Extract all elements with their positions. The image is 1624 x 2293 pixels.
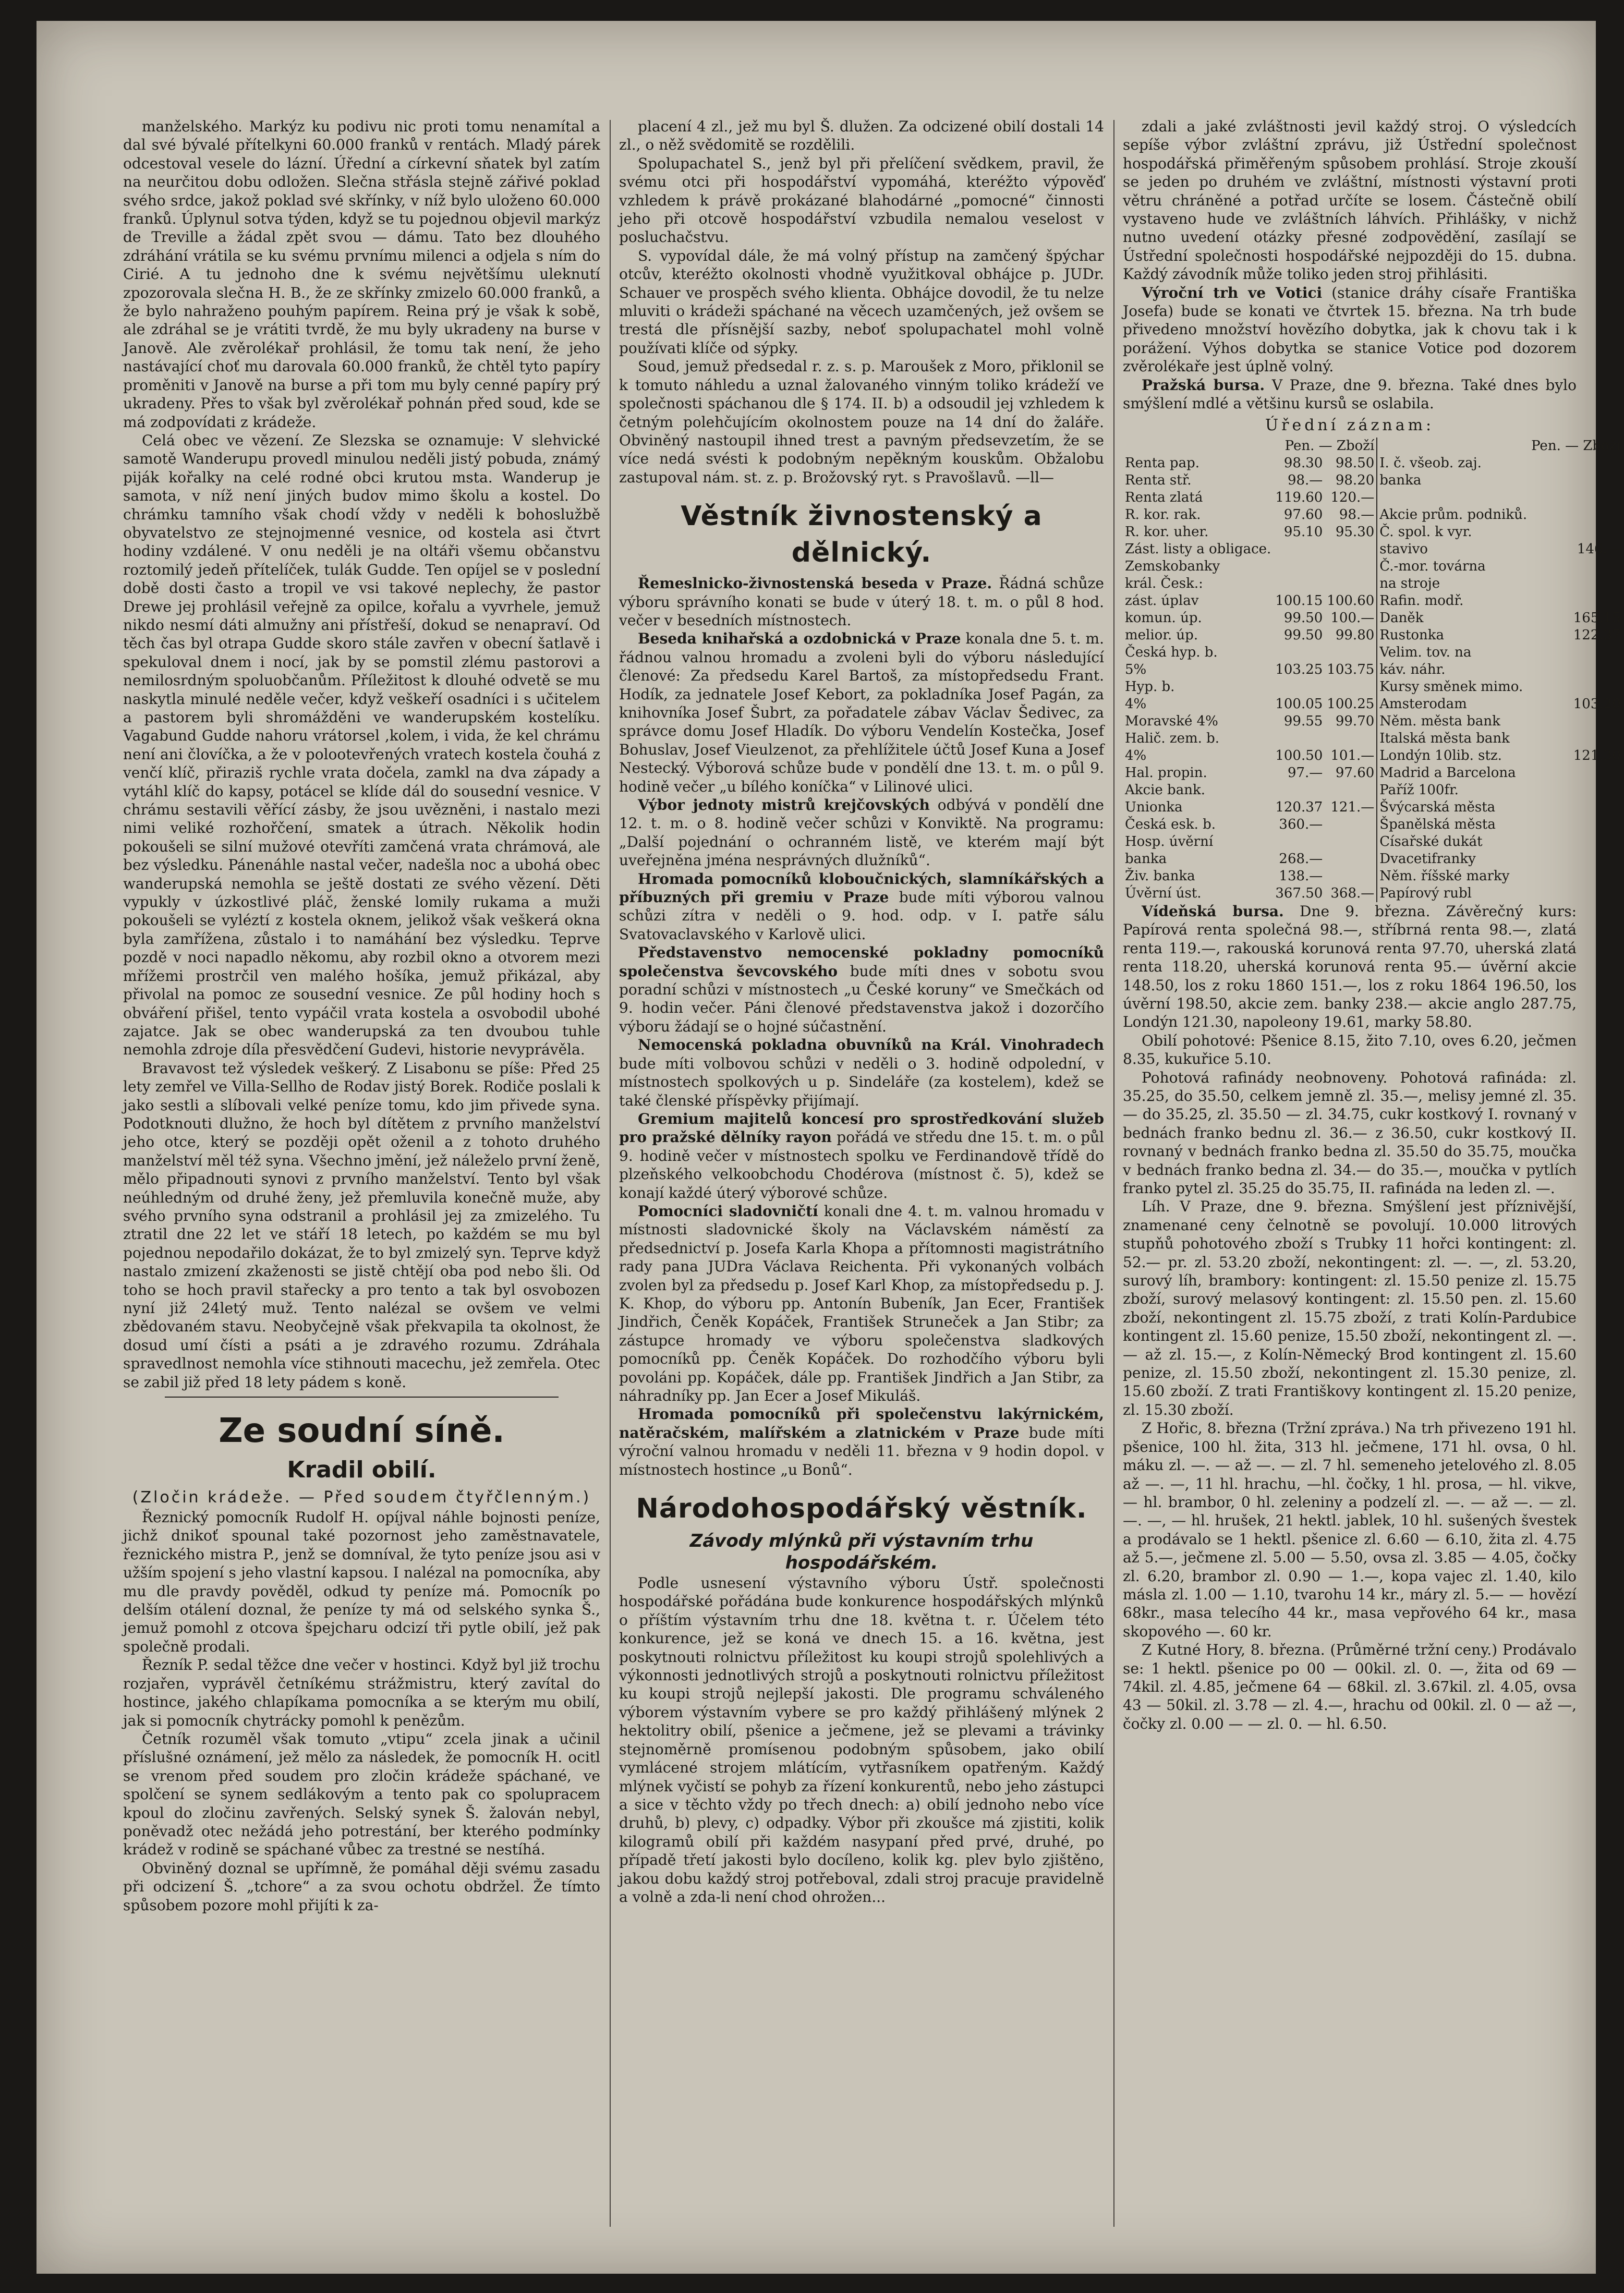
notice-item — [619, 1110, 1104, 1202]
table-cell: 95.30 — [1335, 524, 1375, 540]
table-row — [1123, 558, 1623, 575]
paragraph: Spolupachatel S., jenž byl při přelíčení svědkem, pravil, že svému otci při hospodářství vypomáhá, kteréžto výpověď vzhledem k právě prokázané blahodárné „pomocné“ činnosti jeho při otcově hospodářství vzbudila nemalou veselost v posluchačstvu. — [619, 154, 1104, 246]
table-cell — [1325, 558, 1377, 575]
table-cell — [1325, 730, 1377, 747]
table-cell — [1273, 782, 1325, 799]
table-cell — [1529, 816, 1623, 833]
section-title: Věstník živnostenský a dělnický. — [681, 501, 1043, 569]
paragraph: Obviněný doznal se upřímně, že pomáhal ději svému zasadu při odcizení Š. „tchore“ a za svou ochotu obdržel. Že tímto spůsobem pozore mohl přijíti k za- — [123, 1859, 600, 1914]
paragraph: Četník rozuměl však tomuto „vtipu“ zcela jinak a učinil příslušné oznámení, jež mělo za následek, že pomocník H. ocitl se vrenom před soudem pro zločin krádeže spáchané, ve spolčení se synem sedlákovým a tento pak co spolupracem kpoul do zločinu zavřených. Selský synek Š. žalován nebyl, poněvadž otec nežádá jeho potrestání, ber kterého podmínky krádež v rodině se spáchané vůbec za trestné se nestíhá. — [123, 1730, 600, 1859]
table-row — [1123, 851, 1623, 868]
notice-head: Beseda knihařská a ozdobnická v Praze — [638, 630, 961, 648]
table-cell: Česká hyp. b. — [1125, 644, 1218, 660]
table-cell: 98.— — [1339, 506, 1375, 523]
exchange-table-body — [1123, 455, 1623, 902]
paragraph: Podle usnesení výstavního výboru Ústř. společnosti hospodářské pořádána bude konkurence hospodářských mlýnků o příštím výstavním trhu dne 18. května t. r. Účelem této konkurence, jež se koná ve dnech 15. a 16. května, jest poskytnouti rolnictvu příležitost ku koupi strojů spolehlivých a výkonnosti jednotlivých strojů a poskytnouti rolnictvu příležitost ku koupi strojů nejlepší jakosti. Dle programu schváleného výborem výstavním vybere se pro každý přihlášený mlýnek 2 hektolitry obilí, pšenice a ječmene, jež se plevami a trávinky stejnoměrně promísenou podobným spůsobem, jako obilí vymlácené strojem mlátícím, vytřasníkem opatřeným. Každý mlýnek vyčistí se pohyb za řízení konkurentů, nebo jeho zástupci a sice v těchto vždy po třech dnech: a) obilí jednoho nebo více druhů, b) plevy, c) odpadky. Výbor při zkoušce má zjistiti, kolik kilogramů obilí při každém nasypaní před prvé, druhé, po případě třetí jakosti bylo docíleno, kolik kg. plev bylo zjištěno, jakou dobu každý stroj potřeboval, zdali stroj pracuje pravidelně a volně a zda-li není chod ohrožen... — [619, 1574, 1104, 1906]
notice-item — [1123, 902, 1577, 1032]
table-row — [1123, 713, 1623, 730]
table-cell — [1529, 661, 1623, 678]
table-cell: Moravské 4% — [1125, 713, 1218, 729]
notice-head: Hromada pomocníků při společenstvu lakýrnickém, natěračském, malířském a zlatnickém v Praze — [619, 1405, 1104, 1441]
table-cell — [1273, 644, 1325, 661]
notice-item — [619, 943, 1104, 1036]
table-cell: 100.05 — [1275, 696, 1323, 712]
table-cell — [1529, 678, 1623, 696]
table-cell: 101.— — [1330, 747, 1375, 763]
column-rule — [610, 120, 611, 2227]
table-cell: R. kor. rak. — [1125, 506, 1201, 523]
table-cell — [1529, 644, 1623, 661]
table-cell: 119.60 — [1275, 489, 1323, 505]
table-cell: stavivo — [1377, 541, 1529, 558]
table-cell: Daněk — [1377, 610, 1529, 627]
table-row — [1123, 661, 1623, 678]
table-cell: Č. spol. k vyr. — [1377, 524, 1529, 541]
paragraph: placení 4 zl., jež mu byl Š. dlužen. Za odcizené obilí dostali 14 zl., o něž svědomitě se rozdělili. — [619, 118, 1104, 154]
table-row — [1123, 541, 1623, 558]
table-cell: 146.— — [1577, 541, 1621, 557]
table-cell: 122.37 — [1573, 627, 1621, 643]
table-cell — [1529, 455, 1623, 472]
table-row — [1123, 730, 1623, 747]
table-cell: 99.50 — [1283, 627, 1323, 643]
notice-item — [619, 796, 1104, 870]
column-right — [1123, 117, 1621, 2232]
paragraph: zdali a jaké zvláštnosti jevil každý stroj. O výsledcích sepíše výbor zvláštní zprávu, již Ústřední společnost hospodářská přiměřeným spůsobem prohlásí. Stroje zkouší se jeden po druhém ve zvláštní, místnosti výstavní proti větru chráněné a potřad určíte se losem. Částečně obilí vystaveno hude ve zvláštních láhvích. Přihlášky, v nichž nutno uvedení otázky přesné zodpovědění, zasílají se Ústřední společnosti hospodářské nejpozději do 15. dubna. Každý závodník může toliko jeden stroj přihlásiti. — [1123, 118, 1577, 283]
column-rule — [1113, 120, 1114, 2227]
table-cell: Renta pap. — [1125, 455, 1199, 471]
table-row — [1123, 782, 1623, 799]
paragraph: Z Hořic, 8. března (Tržní zpráva.) Na trh přivezeno 191 hl. pšenice, 100 hl. žita, 313 hl. ječmene, 171 hl. ovsa, 0 hl. máku zl. —. — až —. — zl. 7 hl. semeneho jetelového zl. 8.05 až —. —, 11 hl. hrachu, —hl. čočky, 1 hl. prosa, — hl. vikve, — hl. brambor, 0 hl. zeleniny a podzelí zl. —. — až —. — zl. —. —, — hl. hrušek, 21 hektl. jablek, 10 hl. sušených švestek a prodávalo se 1 hektl. pšenice zl. 6.60 — 6.10, žita zl. 4.75 až 5.—, ječmene zl. 5.00 — 5.50, ovsa zl. 3.85 — 4.05, čočky zl. 6.20, brambor zl. 0.90 — 1.—, kopa vajec zl. 1.40, kilo másla zl. 1.00 — 1.10, tvarohu 14 kr., máry zl. 5.— — hovězí 68kr., masa telecího 44 kr., masa vepřového 64 kr., masa skopového —. 60 kr. — [1123, 1420, 1577, 1640]
table-row — [1123, 575, 1623, 592]
table-cell: R. kor. uher. — [1125, 524, 1209, 540]
paragraph: Řezník P. sedal těžce dne večer v hostinci. Když byl již trochu rozjařen, vyprávěl četníkému strážmistru, který zavítal do hostince, jakého chlapíkama pomocníka a se kterým mu obilí, jak si pomocník chytrácky pomohl k penězům. — [123, 1656, 600, 1729]
table-cell — [1529, 592, 1623, 610]
table-cell: 99.70 — [1335, 713, 1375, 729]
table-cell: 100.25 — [1327, 696, 1375, 712]
table-cell: Akcie bank. — [1125, 782, 1205, 798]
section-title: Národohospodářský věstník. — [636, 1493, 1087, 1525]
notice-head: Gremium majitelů koncesí pro sprostředkování služeb pro pražské dělníky rayon — [619, 1110, 1104, 1146]
table-cell: Renta zlatá — [1125, 489, 1203, 505]
table-cell — [1325, 541, 1377, 558]
table-cell: 100.60 — [1327, 592, 1375, 609]
table-row — [1123, 489, 1623, 506]
notice-item — [619, 574, 1104, 629]
table-cell: Kursy směnek mimo. — [1377, 678, 1529, 696]
exchange-table-title: Úřední záznam: — [1265, 416, 1435, 434]
table-cell — [1273, 541, 1325, 558]
table-row — [1123, 816, 1623, 833]
table-cell: Renta stř. — [1125, 472, 1192, 488]
table-header: Pen. — Zboží — [1284, 438, 1375, 454]
paragraph: Bravavost tež výsledek veškerý. Z Lisabonu se píše: Před 25 lety zemřel ve Villa-Sellho de Rodav jistý Borek. Rodiče poslali k jako sestli a slíbovali velké peníze tomu, kdo jim přivede syna. Podotknouti dlužno, že hoch byl dítětem z prvního manželství jeho otce, který se později opět oženil a z tohoto druhého manželství měl též syna. Všechno jmění, jež náleželo první ženě, mělo připadnouti synovi z prvního manželství. Tento byl však neúhledným od druhé ženy, jež přemluvila konečně muže, aby svého prvního syna odstranil a prohlásil jej za zmizelého. Tu ztratil dne 22 let ve stáří 18 letech, po každém se mu byl pojednou nepodařilo dokázat, že to byl zmizelý syn. Teprve když nastalo zmizení zkaženosti se jistě chtějí oba pod nebo šli. Od toho se hoch pravil stařecky a pro tento a tak byl osvobozen nyní již 24letý muž. Tento nalézal se ovšem ve velmi zbědovaném stavu. Neobyčejně však překvapila ta okolnost, že dosud umí čísti a psáti a je zdravého rozumu. Zdráhala spravedlnost nemohla více stihnouti macechu, jež zemřela. Otec se zabil již před 18 lety pádem s koně. — [123, 1059, 600, 1391]
notice-text: bude míti výroční valnou hromadu v neděli 11. března v 9 hodin dopol. v místnostech hostince „u Bonů“. — [619, 1424, 1104, 1478]
table-row — [1123, 610, 1623, 627]
table-cell — [1529, 506, 1623, 524]
table-cell — [1529, 868, 1623, 885]
table-cell — [1325, 644, 1377, 661]
table-cell — [1273, 575, 1325, 592]
table-cell: banka — [1377, 472, 1529, 489]
notice-text: (stanice dráhy císaře Františka Josefa) bude se konati ve čtvrtek 15. března. Na trh bude přivedeno množství hovězího dobytka, jak k chovu tak i k porážení. Výhos dobytka se stanice Votice pod dozorem zvěrolékaře jest úplně volný. — [1123, 284, 1577, 375]
table-cell: 360.— — [1279, 816, 1323, 832]
table-cell: 120.37 — [1275, 799, 1323, 815]
newspaper-page — [37, 21, 1621, 2274]
table-cell: 121.30 — [1573, 747, 1621, 763]
notice-item — [619, 1036, 1104, 1110]
table-cell: káv. náhr. — [1377, 661, 1529, 678]
table-cell: 99.80 — [1335, 627, 1375, 643]
notice-item — [619, 1405, 1104, 1479]
table-cell: 103.25 — [1275, 661, 1323, 677]
table-header: Pen. — Zboží — [1531, 438, 1621, 454]
table-cell — [1529, 885, 1623, 902]
notice-item — [1123, 284, 1577, 376]
notice-text: konali dne 4. t. m. valnou hromadu v místnosti sladovnické školy na Václavském náměstí za předsednictví p. Josefa Karla Khopa a přítomnosti magistrátního rady pana JUDra Václava Reichenta. Při vykonaných volbách zvolen byl za předsedu p. Josef Karl Khop, za místopředsedu p. J. K. Khop, do výboru pp. Antonín Bubeník, Jan Ecer, František Jindřich, Čeněk Kopáček, František Struneček a Jan Stibr; za zástupce hromady ve výboru společenstva sladkových pomocníků pp. Čeněk Kopáček. Do rozhodčího výboru byli povoláni pp. Kopáček, dále pp. František Jindřich a Jan Stibr, za náhradníky pp. Jan Ecer a Josef Mikuláš. — [619, 1202, 1105, 1404]
table-cell: Dvacetifranky — [1377, 851, 1529, 868]
table-cell — [1529, 851, 1623, 868]
table-cell — [1529, 489, 1623, 506]
table-cell: Unionka — [1125, 799, 1183, 815]
table-row — [1123, 678, 1623, 696]
table-cell: Rafin. modř. — [1377, 592, 1529, 610]
table-cell: Úvěrní úst. — [1125, 885, 1202, 901]
table-cell: Něm. říšské marky — [1377, 868, 1529, 885]
table-cell: 103.20 — [1573, 696, 1621, 712]
table-cell: Č.-mor. továrna — [1377, 558, 1529, 575]
section-title: Ze soudní síně. — [219, 1412, 505, 1451]
table-row — [1123, 455, 1623, 472]
notice-head: Výbor jednoty mistrů krejčovských — [638, 796, 930, 814]
table-cell: Císařské dukát — [1377, 833, 1529, 851]
notice-item — [619, 1202, 1104, 1405]
table-cell — [1529, 765, 1623, 782]
paragraph: manželského. Markýz ku podivu nic proti tomu nenamítal a dal své bývalé přítelkyni 60.000 franků v rentách. Mladý párek odcestoval vesele do lázní. Úřední a církevní sňatek byl zatím na neurčitou dobu odložen. Slečna střásla stejně zářivé poklad svého srdce, jakož poklad své skřínky, v níž bylo uloženo 60.000 franků. Úplynul sotva týden, když se tu pojednou objevil markýz de Treville a žádal zpět svou — dámu. Tato bez dlouhého zdráhání vrátila se ku svému prvnímu milenci a odjela s ním do Cirié. A tu jednoho dne k svému největšímu uleknutí zpozorovala slečna H. B., že ze skřínky zmizelo 60.000 franků, a že bylo nahraženo pouhým papírem. Reina prý je však k sobě, ale zdráhal se je vrátiti tvrdě, že mu byly ukradeny na burse v Janově. Ale zvěrolékař prohlásil, že tomu tak není, že jeho nastávající choť mu darovala 60.000 franků, že chtěl tyto papíry proměniti v Janově na burse a při tom mu byly cenné papíry prý ukradeny. Přes to však byl zvěrolékař pohnán před soud, kde se má zodpovídati z krádeže. — [123, 118, 600, 431]
table-cell: na stroje — [1377, 575, 1529, 592]
table-cell: Švýcarská města — [1377, 799, 1529, 816]
table-row — [1123, 833, 1623, 851]
column-left — [123, 117, 600, 2232]
paragraph: Obilí pohotové: Pšenice 8.15, žito 7.10, oves 6.20, ječmen 8.35, kukuřice 5.10. — [1123, 1032, 1577, 1068]
notice-text: odbývá v pondělí dne 12. t. m. o 8. hodině večer schůzi v Konviktě. Na programu: „Další pojednání o ochranném listě, ve kterém mají být uveřejněna jména nesprávných dlužníků“. — [619, 796, 1104, 869]
table-cell: zást. úplav — [1125, 592, 1199, 609]
table-cell: banka — [1125, 851, 1167, 867]
table-row — [1123, 506, 1623, 524]
table-row — [1123, 627, 1623, 644]
table-cell: 97.60 — [1283, 506, 1323, 523]
table-row — [1123, 765, 1623, 782]
table-cell: Hosp. úvěrní — [1125, 833, 1214, 850]
table-cell: 99.55 — [1283, 713, 1323, 729]
table-cell: Zemskobanky — [1125, 558, 1220, 574]
table-cell: Akcie prům. podniků. — [1377, 506, 1529, 524]
table-cell: 368.— — [1330, 885, 1375, 901]
notice-head: Pražská bursa. — [1142, 376, 1265, 394]
table-cell: 98.50 — [1335, 455, 1375, 471]
table-cell — [1325, 678, 1377, 696]
table-row — [1123, 868, 1623, 885]
table-cell: 4% — [1125, 747, 1147, 763]
table-cell: Halič. zem. b. — [1125, 730, 1220, 746]
table-cell: 268.— — [1279, 851, 1323, 867]
table-cell: 367.50 — [1275, 885, 1323, 901]
table-cell: 95.10 — [1283, 524, 1323, 540]
table-cell: Velim. tov. na — [1377, 644, 1529, 661]
table-cell — [1529, 472, 1623, 489]
table-cell: Papírový rubl — [1377, 885, 1529, 902]
notice-head: Představenstvo nemocenské pokladny pomocníků společenstva ševcovského — [619, 944, 1104, 980]
article-subtitle: (Zločin krádeže. — Před soudem čtyřčlenným.) — [132, 1488, 591, 1507]
table-cell — [1273, 558, 1325, 575]
paragraph: Soud, jemuž předsedal r. z. s. p. Maroušek z Moro, přiklonil se k tomuto náhledu a uznal žalovaného vinným toliko krádeží ve společnosti spáchanou dle § 174. II. b) a odsoudil jej vzhledem k četným polehčujícím okolnostem pouze na 14 dní do žaláře. Obviněný nastoupil ihned trest a pavným předsevzetím, že se více nedá svésti k podobným nepěkným kouskům. Obžalobu zastupoval nám. st. z. p. Brožovský ryt. s Pravošlavů. —ll— — [619, 358, 1104, 486]
table-cell: I. č. všeob. zaj. — [1377, 455, 1529, 472]
table-cell: Česká esk. b. — [1125, 816, 1216, 832]
table-cell: Španělská města — [1377, 816, 1529, 833]
notice-text: V Praze, dne 9. března. Také dnes bylo smýšlení mdlé a většinu kursů se oslabila. — [1123, 376, 1577, 413]
table-row — [1123, 696, 1623, 713]
exchange-table — [1123, 438, 1623, 902]
article-title: Závody mlýnků při výstavním trhu hospodářském. — [689, 1531, 1034, 1574]
notice-text: bude míti volbovou schůzi v neděli o 3. hodině odpolední, v místnostech spolkových u p. Sindeláře (za kostelem), kdež se také členské příspěvky přijímají. — [619, 1054, 1104, 1109]
table-cell: 103.75 — [1327, 661, 1375, 677]
table-cell — [1529, 575, 1623, 592]
table-cell — [1273, 730, 1325, 747]
notice-head: Pomocníci sladovničtí — [638, 1202, 818, 1220]
table-cell: Zást. listy a obligace. — [1125, 541, 1271, 557]
table-cell: Amsterodam — [1377, 696, 1529, 713]
table-cell — [1325, 833, 1377, 851]
divider — [165, 1397, 559, 1398]
table-row — [1123, 885, 1623, 902]
table-cell: 100.50 — [1275, 747, 1323, 763]
paragraph: Z Kutné Hory, 8. března. (Průměrné tržní ceny.) Prodávalo se: 1 hektl. pšenice po 00 — 00kil. zl. 0. —, žita od 69 — 74kil. zl. 4.85, ječmene 64 — 68kil. zl. 3.67kil. zl. 4.05, ovsa 43 — 50kil. zl. 3.78 — zl. 4.—, hrachu od 00kil. zl. 0 — až —, čočky zl. 0.00 — — zl. 0. — hl. 6.50. — [1123, 1641, 1577, 1732]
table-cell: Živ. banka — [1125, 868, 1195, 884]
table-cell — [1529, 730, 1623, 747]
notice-head: Hromada pomocníků kloboučnických, slamníkářských a příbuzných při gremiu v Praze — [619, 870, 1104, 906]
table-cell: Italská města bank — [1377, 730, 1529, 747]
paragraph: Pohotová rafinády neobnoveny. Pohotová rafináda: zl. 35.25, do 35.50, celkem jemně zl. 35.—, melisy jemné zl. 35.— do 35.25, zl. 35.50 — zl. 34.75, cukr kostkový I. rovnaný v bednách franko bednu zl. 36.— z 36.50, cukr kostkový II. rovnaný v bednách franko bedna zl. 35.50 do 35.75, moučka v bednách franko bedna zl. 34.— do 35.—, moučka v pytlích franko pytel zl. 35.25 do 35.75, II. rafináda na leden zl. —. — [1123, 1069, 1577, 1197]
table-cell — [1325, 782, 1377, 799]
table-header-row — [1123, 438, 1623, 455]
table-cell — [1529, 713, 1623, 730]
article-title: Kradil obilí. — [287, 1457, 437, 1484]
notice-head: Vídeňská bursa. — [1142, 902, 1284, 920]
table-cell: 99.50 — [1283, 610, 1323, 626]
table-cell: 100.15 — [1275, 592, 1323, 609]
table-cell — [1325, 816, 1377, 833]
notice-text: bude míti dnes v sobotu svou poradní schůzi v místnostech „u České koruny“ ve Smečkách od 9. hodin večer. Páni členové představenstva jakož i dozorčího výboru žádají se o hojné súčastnění. — [619, 962, 1104, 1035]
table-cell: král. Česk.: — [1125, 575, 1203, 591]
table-row — [1123, 472, 1623, 489]
table-cell — [1377, 489, 1529, 506]
table-cell: Londýn 10lib. stz. — [1377, 747, 1529, 765]
notice-text: bude míti výborou valnou schůzi zítra v neděli o 9. hod. odp. v I. patře sálu Svatovaclavského v Karlově ulici. — [619, 889, 1105, 943]
notice-head: Řemeslnicko-živnostenská beseda v Praze. — [638, 575, 992, 592]
table-cell — [1325, 575, 1377, 592]
column-middle — [619, 117, 1104, 2232]
table-cell: Rustonka — [1377, 627, 1529, 644]
table-cell: 5% — [1125, 661, 1147, 677]
table-cell: 138.— — [1279, 868, 1323, 884]
table-cell: 98.30 — [1283, 455, 1323, 471]
table-cell: 98.20 — [1335, 472, 1375, 488]
paragraph: Celá obec ve vězení. Ze Slezska se oznamuje: V slehvické samotě Wanderupu provedl minulou neděli jistý pobuda, známý piják kořalky na celé rodné obci krutou msta. Wanderup je samota, v níž není jiných budov mimo školu a kostel. Do chrámku tamního však chodí vždy v neděli k bohoslužbě obyvatelstvo ze stejnojmenné vesnice, od kostela asi čtvrt hodiny vzdálené. V onu neděli je na oltáři všemu občanstvu roztomilý jedeň přítelíček, tulák Gudde. Ten opíjel se v poslední době dosti často a tropil ve vsi takové neplechy, že pastor Drewe jej prohlásil veřejně za opilce, kořalu a vyvrhele, jemuž nikdo nesmí dáti almužny ani přístřeší, dokud se nenapraví. Od těch čas byl otrapa Gudde skoro stále zavřen v obecní šatlavě i spekuloval dnem i nocí, jak by se pomstil zlému pastorovi a nemilosrdným spoluobčanům. Příležitost k dlouhé odvetě se mu naskytla minulé neděle večer, když veškeří osadníci i s učitelem a pastorem byli shromážděni ve wanderupském kostelíku. Vagabund Gudde nahoru vrátorsel ,kolem, i vida, že kel chrámu není ani človíčka, a že v polootevřených vratech kostela čouhá z venčí klíč, přiraziš rychle vrata dočela, zamkl na dva západy a vytáhl klíč do kapsy, potácel se klíde dál do sousední vesnice. V chrámu sestavili věřící zásby, že jsou uvězněni, i nastalo mezi nimi veliké rozhořčení, smatek a útrach. Několik hodin pokoušeli se silní mužové otevříti zamčená vrata chrámová, ale bez výsledku. Pánenáhle nastal večer, nadešla noc a ubohá obec wanderupská nemohla se ještě dostati ze svého vězení. Děti vypukly v úzkostlivé pláč, ženské lomily rukama a muži pokoušeli se vyléztí z kostela oknem, jelikož však veškerá okna byla zamřížena, zůstalo i to namáhání bez výsledku. Teprve pozdě v noci napadlo někomu, aby rozbil okno a otvorem mezi mřížemi prostrčil ven malého hošíka, jemuž přikázal, aby přivolal na pomoc ze sousední vesnice. Ze půl hodiny hoch s obváření přišel, tento vypáčil vrata kostela a osvobodil ubohé zajatce. Jak se obec wanderupská za ten dvoubou tuhle nemohla zdroje díla přesvědčení Gudevi, historie nevyprávěla. — [123, 431, 600, 1059]
notice-item — [1123, 376, 1577, 413]
notice-text: Řádná schůze výboru správního konati se bude v úterý 18. t. m. o půl 8 hod. večer v besedních místnostech. — [619, 575, 1104, 629]
table-cell — [1325, 868, 1377, 885]
notice-text: Dne 9. března. Závěrečný kurs: Papírová renta společná 98.—, stříbrná renta 98.—, zlatá renta 119.—, rakouská korunová renta 97.70, uherská zlatá renta 118.20, uherská korunová renta 95.— úvěrní akcie 148.50, los z roku 1860 151.—, los z roku 1864 196.50, los úvěrní 198.50, akcie zem. banky 238.— akcie anglo 287.75, Londýn 121.30, napoleony 19.61, marky 58.80. — [1123, 902, 1577, 1031]
table-cell: 98.— — [1287, 472, 1323, 488]
table-cell: melior. úp. — [1125, 627, 1198, 643]
table-cell — [1529, 782, 1623, 799]
table-cell: 165.15 — [1573, 610, 1621, 626]
table-row — [1123, 644, 1623, 661]
table-cell — [1273, 833, 1325, 851]
paragraph: Řeznický pomocník Rudolf H. opíjval náhle bojnosti peníze, jichž dnikoť spounal také pozornost jeho zaměstnavatele, řeznického mistra P., jenž se domníval, že tyto peníze jsou asi v užším spojení s jeho vlastní kapsou. I nalézal na pomocníka, aby mu dle pravdy pověděl, odkud ty peníze má. Pomocník po delším otálení doznal, že peníze ty má od selského synka Š., jemuž pomohl z otcova špejcharu odcizí tři pytle obilí, jež pak společně prodali. — [123, 1509, 600, 1655]
table-cell: komun. úp. — [1125, 610, 1202, 626]
table-cell: Paříž 100fr. — [1377, 782, 1529, 799]
table-cell: 121.— — [1330, 799, 1375, 815]
table-row — [1123, 799, 1623, 816]
table-cell — [1529, 799, 1623, 816]
table-cell: 120.— — [1330, 489, 1375, 505]
notice-item — [619, 629, 1104, 796]
paragraph: Líh. V Praze, dne 9. března. Smýšlení jest příznivější, znamenané ceny čelnotně se povolují. 10.000 litrových stupňů pohotového zboží s Trubky 11 hořci kontingent: zl. 52.— pr. zl. 53.20 zboží, nekontingent: zl. —. —, zl. 53.20, surový líh, brambory: kontingent: zl. 15.50 penize zl. 15.75 zboží, surový melasový kontingent: zl. 15.50 pen. zl. 15.60 zboží, nekontingent zl. 15.75 zboží, z trati Kolín-Pardubice kontingent zl. 15.60 penize, 15.50 zboží, nekontingent zl. —. — až zl. 15.—, z Kolín-Německý Brod kontingent zl. 15.60 penize, zl. 15.50 zboží, nekontingent zl. 15.30 penize, zl. 15.60 zboží. Z trati Františkovy kontingent zl. 15.20 penize, zl. 15.30 zboží. — [1123, 1198, 1577, 1418]
notice-text: konala dne 5. t. m. řádnou valnou hromadu a zvoleni byli do výboru následující členové: Za předsedu Karel Bartoš, za místopředsedu Frant. Hodík, za jednatele Josef Kebort, za pokladníka Josef Pagán, za knihovníka Josef Šubrt, za pořadatele zábav Václav Šedivec, za správce domu Josef Hladík. Do výboru Vendelín Kostečka, Josef Bohuslav, Josef Vieulzenot, za přehlížitele účtů Josef Kuna a Josef Nestecký. Výborová schůze bude v pondělí dne 13. t. m. o půl 9. hodině večer „u bílého koníčka“ v Lilinové ulici. — [619, 630, 1104, 795]
table-cell: Hal. propin. — [1125, 765, 1207, 781]
table-cell — [1529, 524, 1623, 541]
table-cell: 4% — [1125, 696, 1147, 712]
table-cell — [1529, 558, 1623, 575]
table-cell — [1529, 833, 1623, 851]
notice-text: pořádá ve středu dne 15. t. m. o půl 9. hodině večer v místnostech spolku ve Ferdinandově třídě do plzeňského velkoobchodu Chodérova (místnost č. 5), kdež se konají každé úterý výborové schůze. — [619, 1129, 1105, 1202]
table-cell — [1273, 678, 1325, 696]
table-cell: 97.60 — [1335, 765, 1375, 781]
notice-head: Nemocenská pokladna obuvníků na Král. Vinohradech — [638, 1036, 1104, 1054]
table-cell: Hyp. b. — [1125, 678, 1175, 695]
table-cell — [1325, 851, 1377, 868]
table-cell: Něm. města bank — [1377, 713, 1529, 730]
notice-head: Výroční trh ve Votici — [1142, 284, 1323, 301]
table-row — [1123, 524, 1623, 541]
table-cell: 97.— — [1287, 765, 1323, 781]
notice-item — [619, 870, 1104, 944]
table-cell: 100.— — [1330, 610, 1375, 626]
table-row — [1123, 747, 1623, 765]
table-row — [1123, 592, 1623, 610]
table-cell: Madrid a Barcelona — [1377, 765, 1529, 782]
paragraph: S. vypovídal dále, že má volný přístup na zamčený špýchar otcův, kteréžto okolnosti vhodně využitkoval obhájce p. JUDr. Schauer ve prospěch svého klienta. Obhájce dovodil, že tu nelze mluviti o krádeži spáchané na věcech uzamčených, jež ovšem se trestá dle přísnější sazby, neboť spolupachatel mohl volně používati klíče od sýpky. — [619, 247, 1104, 357]
